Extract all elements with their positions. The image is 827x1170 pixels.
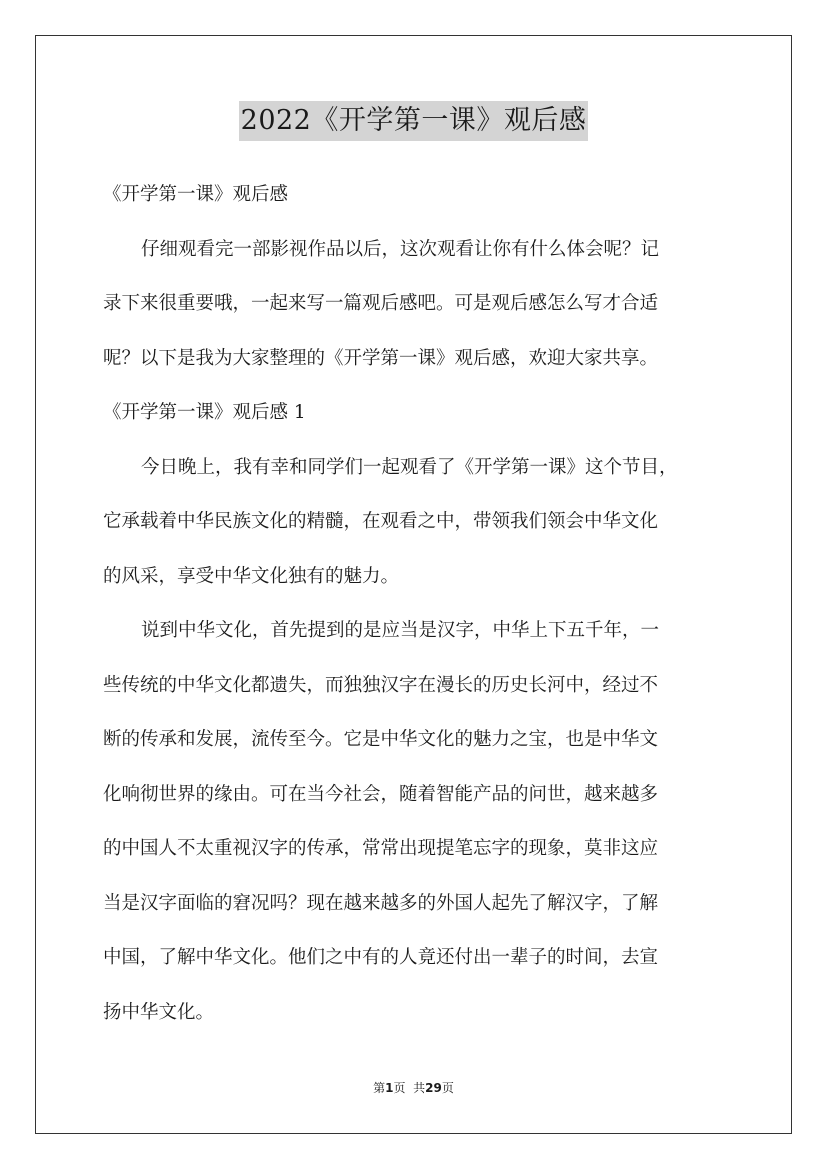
paragraph-line: 的风采，享受中华文化独有的魅力。 <box>103 565 400 587</box>
paragraph-line: 断的传承和发展，流传至今。它是中华文化的魅力之宝，也是中华文 <box>103 729 659 750</box>
paragraph-line: 中国，了解中华文化。他们之中有的人竟还付出一辈子的时间，去宣 <box>103 947 659 968</box>
title-container <box>0 101 827 141</box>
paragraph-line: 今日晚上，我有幸和同学们一起观看了《开学第一课》这个节目， <box>141 456 678 478</box>
total-prefix: 共 <box>413 1081 426 1095</box>
intro-line: 仔细观看完一部影视作品以后，这次观看让你有什么体会呢？记 <box>141 238 660 260</box>
page-suffix: 页 <box>393 1081 406 1095</box>
paragraph-line: 化响彻世界的缘由。可在当今社会，随着智能产品的问世，越来越多 <box>103 783 659 805</box>
intro-line: 录下来很重要哦，一起来写一篇观后感吧。可是观后感怎么写才合适 <box>103 293 659 314</box>
paragraph-line: 当是汉字面临的窘况吗？现在越来越多的外国人起先了解汉字，了解 <box>103 892 659 914</box>
paragraph-line: 扬中华文化。 <box>103 1001 215 1023</box>
total-pages: 29 <box>425 1081 442 1095</box>
total-suffix: 页 <box>441 1081 454 1095</box>
section-heading: 《开学第一课》观后感 1 <box>103 402 306 423</box>
paragraph-line: 说到中华文化，首先提到的是应当是汉字，中华上下五千年，一 <box>141 620 660 641</box>
paragraph-line: 些传统的中华文化都遗失，而独独汉字在漫长的历史长河中，经过不 <box>103 674 659 696</box>
page-prefix: 第 <box>373 1081 386 1095</box>
page-footer <box>0 1080 827 1096</box>
document-subtitle: 《开学第一课》观后感 <box>103 184 289 205</box>
intro-line: 呢？以下是我为大家整理的《开学第一课》观后感，欢迎大家共享。 <box>103 347 659 369</box>
page-number: 1 <box>385 1081 394 1095</box>
document-title: 2022《开学第一课》观后感 <box>239 101 589 141</box>
paragraph-line: 它承载着中华民族文化的精髓，在观看之中，带领我们领会中华文化 <box>103 511 659 532</box>
document-body <box>103 168 733 1040</box>
paragraph-line: 的中国人不太重视汉字的传承，常常出现提笔忘字的现象，莫非这应 <box>103 838 659 859</box>
